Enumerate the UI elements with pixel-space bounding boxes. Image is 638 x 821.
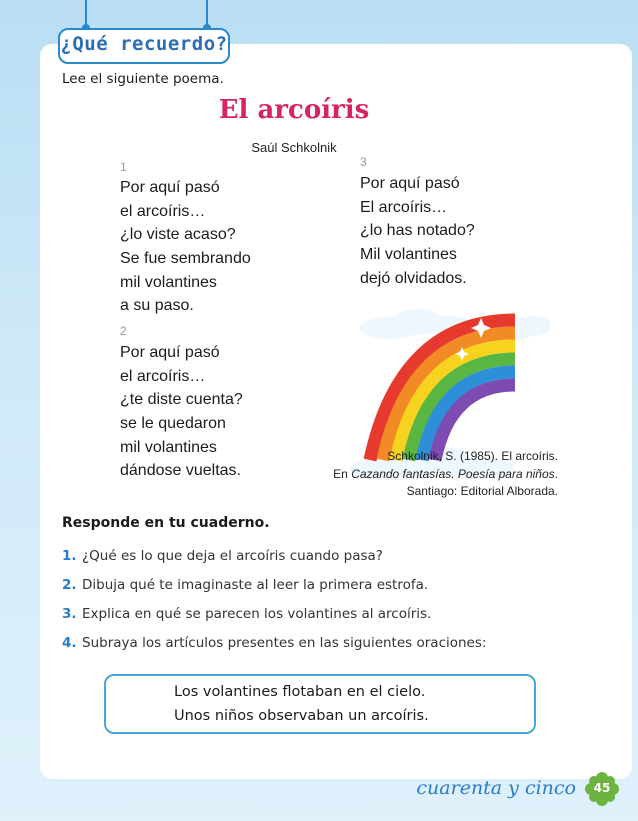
bibliographic-reference [333, 448, 558, 501]
question-number: 2. [62, 577, 77, 593]
question-text: Explica en qué se parecen los volantines al arcoíris. [82, 606, 432, 622]
stanza-number-1: 1 [120, 160, 127, 174]
poem-line: Se fue sembrando [120, 250, 251, 268]
question-text: Subraya los artículos presentes en las siguientes oraciones: [82, 635, 487, 651]
question-item [62, 546, 486, 575]
page-number: 45 [593, 781, 611, 795]
poem-line: el arcoíris… [120, 202, 206, 220]
example-sentence: Los volantines flotaban en el cielo. [174, 684, 426, 700]
question-number: 3. [62, 606, 77, 622]
section-header-tab [58, 28, 230, 64]
respond-heading: Responde en tu cuaderno. [62, 515, 270, 531]
stanza-number-3: 3 [360, 155, 367, 169]
poem-author: Saúl Schkolnik [251, 140, 337, 155]
poem-line: a su paso. [120, 297, 194, 315]
question-item [62, 604, 486, 633]
page-number-words: cuarenta y cinco [416, 777, 576, 799]
poem-title: El arcoíris [218, 95, 370, 125]
reference-line-3: Santiago: Editorial Alborada. [406, 484, 558, 498]
poem-line: se le quedaron [120, 415, 226, 433]
stanza-1 [120, 176, 251, 318]
poem-line: ¿te diste cuenta? [120, 391, 243, 409]
poem-line: dándose vueltas. [120, 462, 241, 480]
questions-list [62, 546, 486, 662]
stanza-number-2: 2 [120, 324, 127, 338]
question-item [62, 575, 486, 604]
poem-line: ¿lo viste acaso? [120, 226, 236, 244]
stanza-3 [360, 172, 475, 290]
question-item [62, 633, 486, 662]
reference-line-1: Schkolnik, S. (1985). El arcoíris. [387, 449, 558, 463]
poem-line: Mil volantines [360, 246, 457, 264]
poem-line: ¿lo has notado? [360, 222, 475, 240]
stanza-2 [120, 341, 243, 483]
reference-book-title: Cazando fantasías. Poesía para niños [351, 466, 555, 481]
example-sentences-box [104, 674, 536, 734]
page-number-badge [584, 772, 620, 806]
poem-line: el arcoíris… [120, 367, 206, 385]
section-title: ¿Qué recuerdo? [60, 33, 228, 55]
question-text: ¿Qué es lo que deja el arcoíris cuando pasa? [82, 548, 383, 564]
reference-prefix: En [333, 466, 352, 481]
poem-line: Por aquí pasó [120, 344, 220, 361]
question-number: 1. [62, 548, 77, 564]
question-text: Dibuja qué te imaginaste al leer la primera estrofa. [82, 577, 429, 593]
poem-line: dejó olvidados. [360, 269, 467, 287]
reference-suffix: . [554, 466, 558, 481]
poem-line: Por aquí pasó [360, 175, 460, 192]
poem-line: El arcoíris… [360, 198, 448, 216]
instruction-text: Lee el siguiente poema. [62, 71, 224, 87]
poem-line: mil volantines [120, 273, 217, 291]
question-number: 4. [62, 635, 77, 651]
poem-line: mil volantines [120, 438, 217, 456]
poem-line: Por aquí pasó [120, 179, 220, 196]
example-sentence: Unos niños observaban un arcoíris. [174, 708, 429, 724]
reference-line-2 [333, 466, 558, 484]
